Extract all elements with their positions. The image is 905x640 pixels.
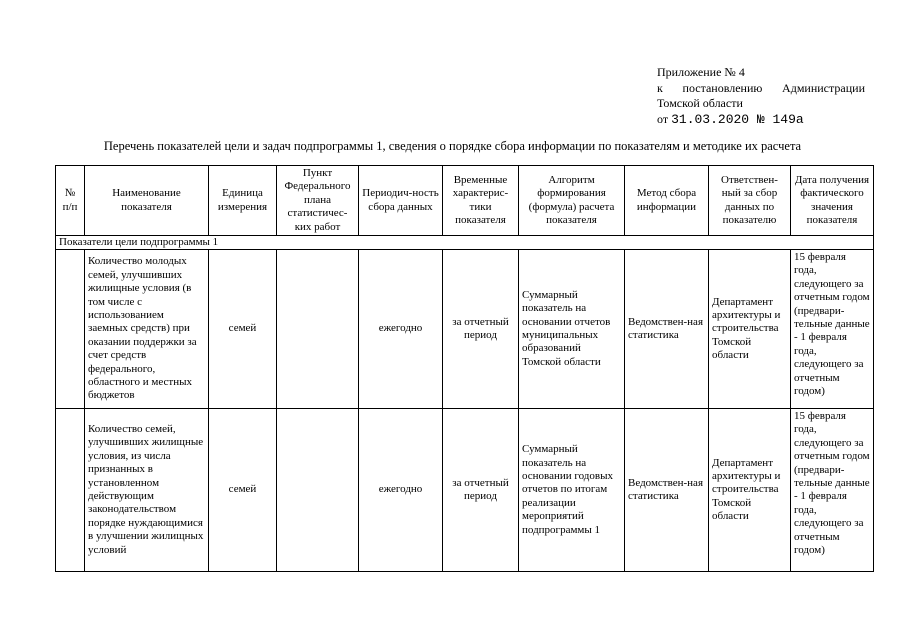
cell-num bbox=[56, 250, 85, 409]
appendix-administration: Администрации bbox=[782, 80, 865, 95]
cell-num bbox=[56, 409, 85, 572]
cell-unit: семей bbox=[209, 250, 277, 409]
cell-algorithm: Суммарный показатель на основании отчетов муниципальных образований Томской области bbox=[519, 250, 625, 409]
cell-plan-item bbox=[277, 250, 359, 409]
cell-method: Ведомствен-ная статистика bbox=[625, 250, 709, 409]
document-title: Перечень показателей цели и задач подпрограммы 1, сведения о порядке сбора информации по показателям и методике их расчета bbox=[103, 139, 802, 153]
appendix-date-line bbox=[657, 112, 865, 128]
table-row bbox=[56, 250, 874, 409]
cell-name: Количество семей, улучшивших жилищные условия, из числа признанных в установленном действующим законодательством порядке нуждающимися в улучшении жилищных условий bbox=[85, 409, 209, 572]
header-plan-item: Пункт Федерального плана статистичес-ких работ bbox=[277, 166, 359, 236]
cell-date: 15 февраля года, следующего за отчетным годом (предвари-тельные данные - 1 февраля года, следующего за отчетным годом) bbox=[791, 250, 874, 409]
header-num: № п/п bbox=[56, 166, 85, 236]
cell-unit: семей bbox=[209, 409, 277, 572]
cell-periodicity: ежегодно bbox=[359, 250, 443, 409]
table-row bbox=[56, 409, 874, 572]
cell-responsible: Департамент архитектуры и строительства Томской области bbox=[709, 409, 791, 572]
cell-plan-item bbox=[277, 409, 359, 572]
appendix-resolution: постановлению bbox=[682, 80, 763, 95]
appendix-region: Томской области bbox=[657, 96, 743, 110]
cell-date: 15 февраля года, следующего за отчетным годом (предвари-тельные данные - 1 февраля года, следующего за отчетным годом) bbox=[791, 409, 874, 572]
table-header-row bbox=[56, 166, 874, 236]
cell-time-char: за отчетный период bbox=[443, 409, 519, 572]
header-algorithm: Алгоритм формирования (формула) расчета показателя bbox=[519, 166, 625, 236]
header-periodicity: Периодич-ность сбора данных bbox=[359, 166, 443, 236]
header-method: Метод сбора информации bbox=[625, 166, 709, 236]
header-responsible: Ответствен-ный за сбор данных по показателю bbox=[709, 166, 791, 236]
header-name: Наименование показателя bbox=[85, 166, 209, 236]
appendix-date: 31.03.2020 № 149а bbox=[671, 111, 804, 127]
cell-time-char: за отчетный период bbox=[443, 250, 519, 409]
header-unit: Единица измерения bbox=[209, 166, 277, 236]
appendix-resolution-line bbox=[657, 81, 865, 97]
cell-method: Ведомствен-ная статистика bbox=[625, 409, 709, 572]
section-row bbox=[56, 236, 874, 250]
header-date: Дата получения фактического значения показателя bbox=[791, 166, 874, 236]
appendix-k: к bbox=[657, 80, 663, 95]
header-time-char: Временные характерис-тики показателя bbox=[443, 166, 519, 236]
cell-responsible: Департамент архитектуры и строительства Томской области bbox=[709, 250, 791, 409]
appendix-number: Приложение № 4 bbox=[657, 65, 745, 79]
indicators-table bbox=[55, 165, 874, 572]
cell-periodicity: ежегодно bbox=[359, 409, 443, 572]
cell-algorithm: Суммарный показатель на основании годовых отчетов по итогам реализации мероприятий подпрограммы 1 bbox=[519, 409, 625, 572]
appendix-header bbox=[657, 65, 865, 127]
appendix-date-prefix: от bbox=[657, 111, 669, 126]
cell-name: Количество молодых семей, улучшивших жилищные условия (в том числе с использованием заемных средств) при оказании поддержки за счет средств федерального, областного и местных бюджетов bbox=[85, 250, 209, 409]
section-label: Показатели цели подпрограммы 1 bbox=[56, 236, 874, 250]
